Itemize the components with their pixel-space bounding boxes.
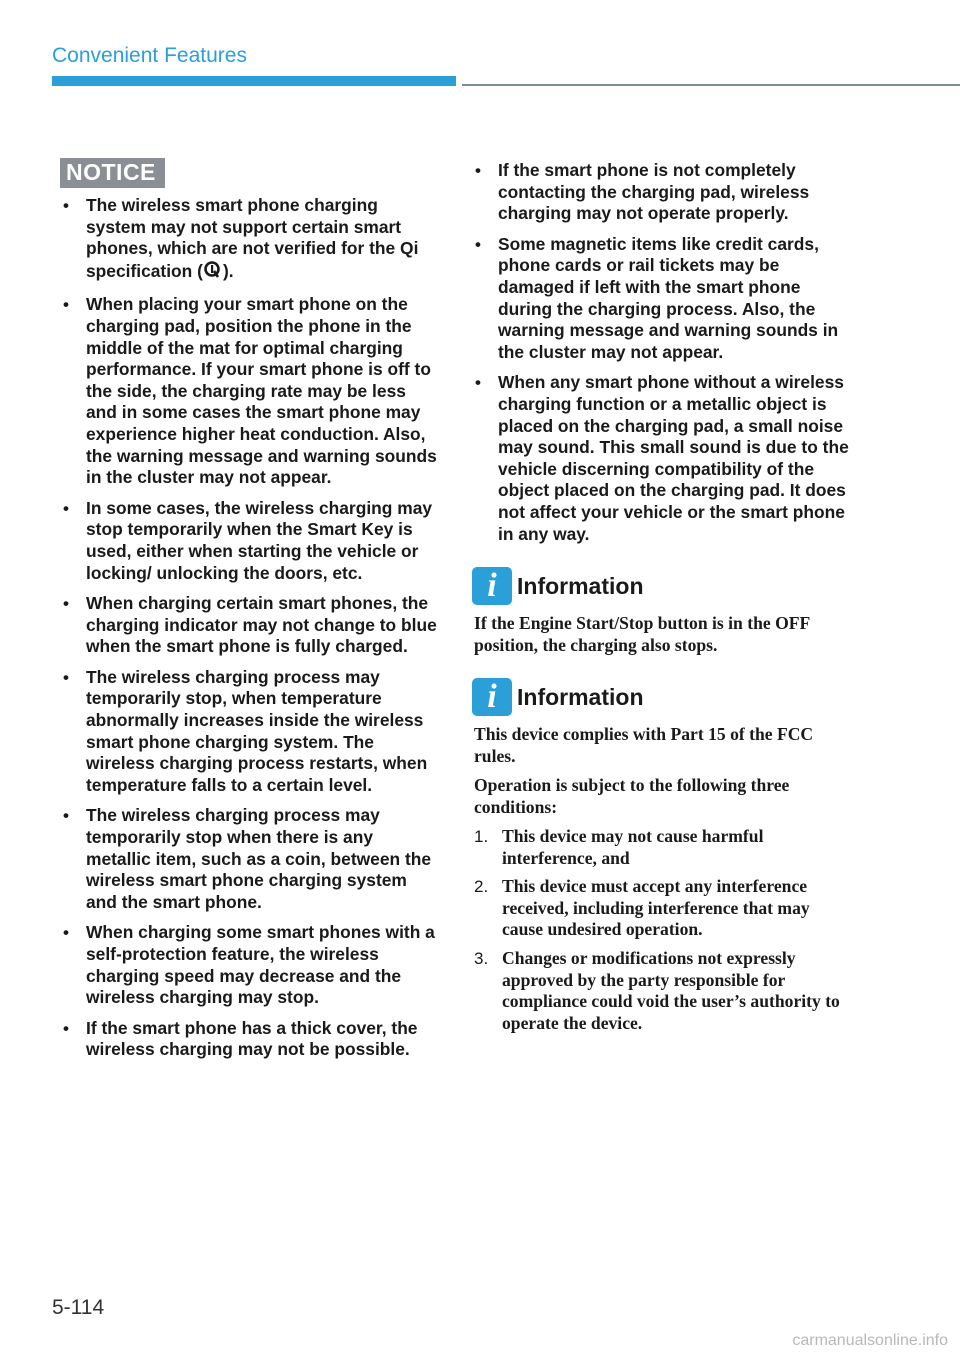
notice-item: • When charging some smart phones with a self-protection feature, the wireless charging speed may decrease and the wireless charging may stop. [60, 922, 438, 1008]
right-column [472, 160, 854, 1041]
notice-item: • In some cases, the wireless charging may stop temporarily when the Smart Key is used, either when starting the vehicle or locking/ unlocking the doors, etc. [60, 498, 438, 584]
notice-item: • When placing your smart phone on the charging pad, position the phone in the middle of the mat for optimal charging performance. If your smart phone is off to the side, the charging rate may be less and in some cases the smart phone may experience higher heat conduction. Also, the warning message and warning sounds in the cluster may not appear. [60, 294, 438, 488]
notice-item: • When any smart phone without a wireless charging function or a metallic object is placed on the charging pad, a small noise may sound. This small sound is due to the vehicle discerning compatibility of the object placed on the charging pad. It does not affect your vehicle or the smart phone in any way. [472, 372, 854, 545]
info-icon: i [472, 567, 512, 605]
condition-item: 2. This device must accept any interference received, including interference that may cause undesired operation. [474, 876, 810, 940]
notice-item: • The wireless charging process may temporarily stop, when temperature abnormally increases inside the wireless smart phone charging system. The wireless charging process restarts, when temperature falls to a certain level. [60, 667, 438, 797]
watermark: carmanualsonline.info [792, 1332, 948, 1349]
information-text: If the Engine Start/Stop button is in the OFF position, the charging also stops. [474, 613, 810, 655]
information-block-1 [472, 567, 854, 656]
information-text: Operation is subject to the following three conditions: [474, 775, 790, 817]
condition-item: 3. Changes or modifications not expressly approved by the party responsible for compliance could void the user’s authority to operate the device. [474, 948, 840, 1033]
information-title: Information [517, 683, 644, 710]
notice-list-left [60, 195, 438, 1061]
notice-list-right [472, 160, 854, 545]
information-text: This device complies with Part 15 of the FCC rules. [474, 724, 814, 766]
information-title: Information [517, 572, 644, 599]
notice-badge: NOTICE [60, 158, 165, 188]
notice-item: • If the smart phone is not completely contacting the charging pad, wireless charging may not operate properly. [472, 160, 854, 225]
information-block-2 [472, 678, 854, 1034]
info-icon: i [472, 678, 512, 716]
notice-item: • The wireless smart phone charging system may not support certain smart phones, which are not verified for the Qi specification ( ). [60, 195, 438, 285]
left-column [60, 158, 438, 1070]
notice-item: • When charging certain smart phones, the charging indicator may not change to blue when the smart phone is fully charged. [60, 593, 438, 658]
section-title: Convenient Features [52, 44, 247, 67]
notice-item: • If the smart phone has a thick cover, the wireless charging may not be possible. [60, 1018, 438, 1061]
header-rule-gray [462, 84, 960, 86]
page-number: 5-114 [52, 1296, 105, 1319]
header-rule-blue [52, 76, 456, 86]
conditions-list [472, 826, 854, 1034]
notice-item: • The wireless charging process may temporarily stop when there is any metallic item, such as a coin, between the wireless smart phone charging system and the smart phone. [60, 805, 438, 913]
notice-item: • Some magnetic items like credit cards, phone cards or rail tickets may be damaged if left with the smart phone during the charging process. Also, the warning message and warning sounds in the cluster may not appear. [472, 234, 854, 364]
condition-item: 1. This device may not cause harmful interference, and [474, 826, 764, 868]
qi-logo-icon [204, 260, 222, 286]
